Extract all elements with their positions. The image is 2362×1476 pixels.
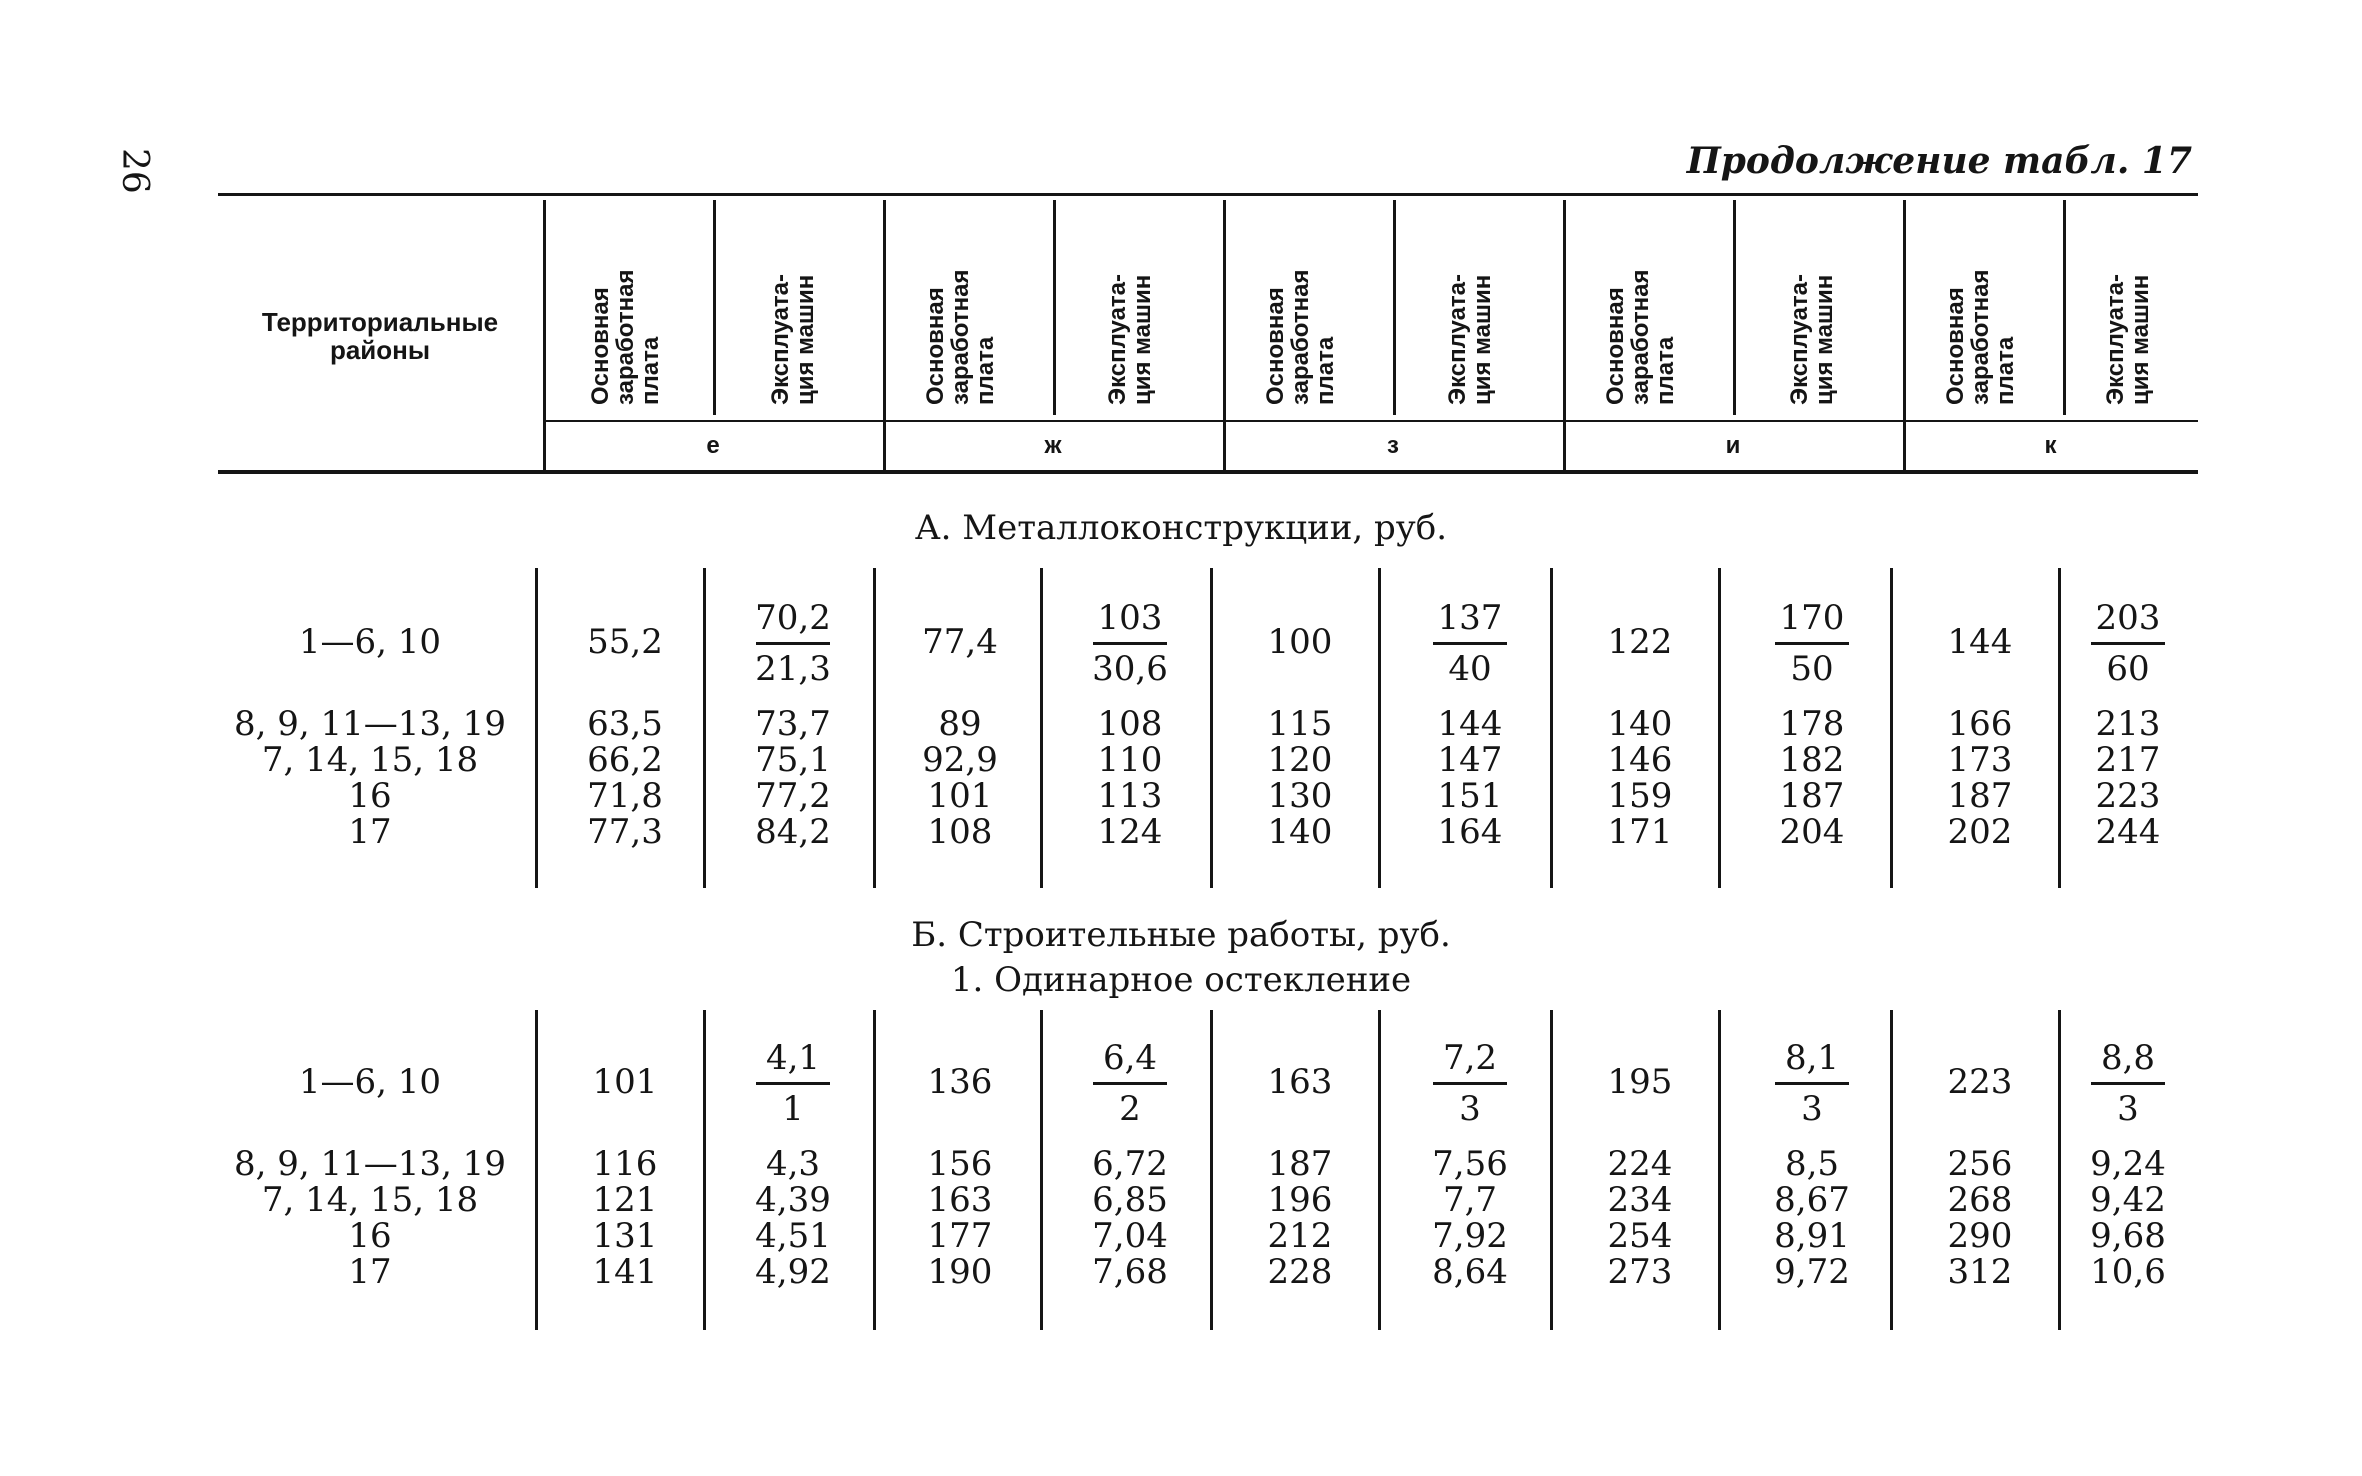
value-cell: 144 [1437, 704, 1503, 744]
fraction-denominator: 60 [2106, 649, 2150, 689]
fraction-bar [756, 642, 830, 645]
fraction-cell [733, 1036, 853, 1131]
value-cell: 7,7 [1442, 1180, 1498, 1220]
fraction-bar [756, 1082, 830, 1085]
fraction-numerator: 137 [1437, 598, 1503, 638]
value-cell: 268 [1947, 1180, 2013, 1220]
region-cell: 17 [348, 1252, 392, 1292]
value-cell: 254 [1607, 1216, 1673, 1256]
column-divider [703, 1010, 706, 1330]
value-cell: 140 [1267, 812, 1333, 852]
value-cell: 66,2 [587, 740, 663, 780]
column-divider [1040, 1010, 1043, 1330]
value-cell: 101 [927, 776, 993, 816]
value-cell: 108 [1097, 704, 1163, 744]
fraction-denominator: 3 [2117, 1089, 2139, 1129]
value-cell: 116 [592, 1144, 658, 1184]
value-cell: 290 [1947, 1216, 2013, 1256]
value-cell: 223 [1947, 1062, 2013, 1102]
value-cell: 141 [592, 1252, 658, 1292]
value-cell: 190 [927, 1252, 993, 1292]
value-cell: 312 [1947, 1252, 2013, 1292]
value-cell: 178 [1779, 704, 1845, 744]
header-base-wage: Основная заработная плата [1941, 269, 2019, 405]
value-cell: 131 [592, 1216, 658, 1256]
fraction-cell [1070, 596, 1190, 691]
column-divider [1550, 568, 1553, 888]
header-group-letter: к [2044, 432, 2057, 459]
value-cell: 4,92 [755, 1252, 831, 1292]
value-cell: 147 [1437, 740, 1503, 780]
fraction-cell [1752, 1036, 1872, 1131]
value-cell: 187 [1267, 1144, 1333, 1184]
header-group-letter: и [1725, 432, 1741, 459]
header-group-line [1223, 200, 1226, 470]
value-cell: 163 [1267, 1062, 1333, 1102]
value-cell: 8,64 [1432, 1252, 1508, 1292]
value-cell: 124 [1097, 812, 1163, 852]
value-cell: 212 [1267, 1216, 1333, 1256]
value-cell: 234 [1607, 1180, 1673, 1220]
fraction-numerator: 6,4 [1102, 1038, 1158, 1078]
header-group-line [543, 200, 546, 470]
value-cell: 113 [1097, 776, 1163, 816]
value-cell: 217 [2095, 740, 2161, 780]
value-cell: 7,68 [1092, 1252, 1168, 1292]
value-cell: 6,85 [1092, 1180, 1168, 1220]
header-base-wage: Основная заработная плата [1601, 269, 1679, 405]
value-cell: 256 [1947, 1144, 2013, 1184]
value-cell: 187 [1947, 776, 2013, 816]
page-number: 26 [114, 148, 155, 194]
fraction-bar [1775, 1082, 1849, 1085]
fraction-denominator: 3 [1801, 1089, 1823, 1129]
fraction-cell [1070, 1036, 1190, 1131]
header-sub-line [1393, 200, 1396, 415]
value-cell: 8,67 [1774, 1180, 1850, 1220]
fraction-denominator: 21,3 [755, 649, 831, 689]
header-machine-operation: Эксплуата- ция машин [767, 273, 819, 405]
region-header: Территориальные районы [261, 307, 499, 365]
fraction-denominator: 1 [782, 1089, 804, 1129]
value-cell: 244 [2095, 812, 2161, 852]
value-cell: 159 [1607, 776, 1673, 816]
column-divider [873, 568, 876, 888]
fraction-numerator: 70,2 [755, 598, 831, 638]
region-cell: 16 [348, 776, 392, 816]
value-cell: 120 [1267, 740, 1333, 780]
value-cell: 101 [592, 1062, 658, 1102]
header-base-wage: Основная заработная плата [921, 269, 999, 405]
fraction-cell [2068, 596, 2188, 691]
value-cell: 8,5 [1784, 1144, 1840, 1184]
value-cell: 7,92 [1432, 1216, 1508, 1256]
header-group-line [883, 200, 886, 470]
value-cell: 163 [927, 1180, 993, 1220]
header-machine-operation: Эксплуата- ция машин [1786, 273, 1838, 405]
column-divider [1890, 568, 1893, 888]
value-cell: 10,6 [2090, 1252, 2166, 1292]
region-cell: 8, 9, 11—13, 19 [234, 1144, 506, 1184]
value-cell: 164 [1437, 812, 1503, 852]
value-cell: 100 [1267, 622, 1333, 662]
section-b-subtitle: 1. Одинарное остекление [950, 960, 1412, 1000]
value-cell: 110 [1097, 740, 1163, 780]
value-cell: 71,8 [587, 776, 663, 816]
header-base-wage: Основная заработная плата [586, 269, 664, 405]
fraction-denominator: 40 [1448, 649, 1492, 689]
fraction-bar [1093, 1082, 1167, 1085]
value-cell: 195 [1607, 1062, 1673, 1102]
value-cell: 213 [2095, 704, 2161, 744]
value-cell: 4,51 [755, 1216, 831, 1256]
fraction-denominator: 30,6 [1092, 649, 1168, 689]
fraction-numerator: 8,1 [1784, 1038, 1840, 1078]
column-divider [1210, 568, 1213, 888]
fraction-bar [1093, 642, 1167, 645]
column-divider [2058, 1010, 2061, 1330]
header-group-line [1903, 200, 1906, 470]
header-base-wage: Основная заработная плата [1261, 269, 1339, 405]
value-cell: 63,5 [587, 704, 663, 744]
value-cell: 224 [1607, 1144, 1673, 1184]
value-cell: 173 [1947, 740, 2013, 780]
column-divider [1040, 568, 1043, 888]
value-cell: 7,04 [1092, 1216, 1168, 1256]
value-cell: 146 [1607, 740, 1673, 780]
fraction-bar [1433, 642, 1507, 645]
column-divider [1718, 568, 1721, 888]
value-cell: 202 [1947, 812, 2013, 852]
value-cell: 55,2 [587, 622, 663, 662]
value-cell: 7,56 [1432, 1144, 1508, 1184]
fraction-cell [2068, 1036, 2188, 1131]
fraction-cell [1410, 1036, 1530, 1131]
fraction-numerator: 170 [1779, 598, 1845, 638]
fraction-bar [2091, 1082, 2165, 1085]
region-cell: 1—6, 10 [298, 622, 442, 662]
letters-rule [543, 420, 2198, 422]
value-cell: 151 [1437, 776, 1503, 816]
header-machine-operation: Эксплуата- ция машин [1444, 273, 1496, 405]
value-cell: 84,2 [755, 812, 831, 852]
header-top-rule [218, 193, 2198, 196]
value-cell: 121 [592, 1180, 658, 1220]
value-cell: 89 [938, 704, 982, 744]
header-machine-operation: Эксплуата- ция машин [1104, 273, 1156, 405]
header-group-letter: з [1387, 432, 1399, 459]
fraction-bar [2091, 642, 2165, 645]
value-cell: 9,24 [2090, 1144, 2166, 1184]
fraction-cell [1410, 596, 1530, 691]
value-cell: 9,42 [2090, 1180, 2166, 1220]
column-divider [1718, 1010, 1721, 1330]
value-cell: 273 [1607, 1252, 1673, 1292]
value-cell: 4,3 [765, 1144, 821, 1184]
header-machine-operation: Эксплуата- ция машин [2102, 273, 2154, 405]
region-cell: 16 [348, 1216, 392, 1256]
fraction-denominator: 3 [1459, 1089, 1481, 1129]
value-cell: 136 [927, 1062, 993, 1102]
column-divider [1550, 1010, 1553, 1330]
value-cell: 228 [1267, 1252, 1333, 1292]
fraction-numerator: 8,8 [2100, 1038, 2156, 1078]
fraction-bar [1433, 1082, 1507, 1085]
value-cell: 187 [1779, 776, 1845, 816]
fraction-denominator: 2 [1119, 1089, 1141, 1129]
fraction-cell [733, 596, 853, 691]
value-cell: 9,72 [1774, 1252, 1850, 1292]
value-cell: 130 [1267, 776, 1333, 816]
header-bottom-rule [218, 470, 2198, 474]
value-cell: 4,39 [755, 1180, 831, 1220]
value-cell: 122 [1607, 622, 1673, 662]
value-cell: 115 [1267, 704, 1333, 744]
fraction-numerator: 203 [2095, 598, 2161, 638]
header-sub-line [2063, 200, 2066, 415]
fraction-numerator: 4,1 [765, 1038, 821, 1078]
value-cell: 77,4 [922, 622, 998, 662]
value-cell: 204 [1779, 812, 1845, 852]
column-divider [1210, 1010, 1213, 1330]
value-cell: 108 [927, 812, 993, 852]
column-divider [2058, 568, 2061, 888]
column-divider [1378, 568, 1381, 888]
value-cell: 196 [1267, 1180, 1333, 1220]
section-a-title: А. Металлоконструкции, руб. [914, 508, 1448, 548]
value-cell: 156 [927, 1144, 993, 1184]
value-cell: 144 [1947, 622, 2013, 662]
value-cell: 77,3 [587, 812, 663, 852]
value-cell: 75,1 [755, 740, 831, 780]
value-cell: 6,72 [1092, 1144, 1168, 1184]
value-cell: 177 [927, 1216, 993, 1256]
value-cell: 223 [2095, 776, 2161, 816]
value-cell: 182 [1779, 740, 1845, 780]
header-sub-line [1053, 200, 1056, 415]
section-b-title: Б. Строительные работы, руб. [911, 915, 1451, 955]
fraction-bar [1775, 642, 1849, 645]
table-caption: Продолжение табл. 17 [1686, 140, 2192, 182]
fraction-numerator: 7,2 [1442, 1038, 1498, 1078]
value-cell: 166 [1947, 704, 2013, 744]
fraction-cell [1752, 596, 1872, 691]
fraction-denominator: 50 [1790, 649, 1834, 689]
region-cell: 17 [348, 812, 392, 852]
value-cell: 77,2 [755, 776, 831, 816]
region-cell: 7, 14, 15, 18 [261, 1180, 479, 1220]
fraction-numerator: 103 [1097, 598, 1163, 638]
value-cell: 92,9 [922, 740, 998, 780]
column-divider [1378, 1010, 1381, 1330]
value-cell: 73,7 [755, 704, 831, 744]
header-sub-line [1733, 200, 1736, 415]
region-cell: 1—6, 10 [298, 1062, 442, 1102]
region-cell: 7, 14, 15, 18 [261, 740, 479, 780]
header-sub-line [713, 200, 716, 415]
header-group-letter: е [706, 432, 720, 459]
value-cell: 140 [1607, 704, 1673, 744]
header-group-line [1563, 200, 1566, 470]
value-cell: 8,91 [1774, 1216, 1850, 1256]
column-divider [873, 1010, 876, 1330]
region-cell: 8, 9, 11—13, 19 [234, 704, 506, 744]
value-cell: 171 [1607, 812, 1673, 852]
header-group-letter: ж [1044, 432, 1062, 459]
column-divider [703, 568, 706, 888]
value-cell: 9,68 [2090, 1216, 2166, 1256]
column-divider [1890, 1010, 1893, 1330]
